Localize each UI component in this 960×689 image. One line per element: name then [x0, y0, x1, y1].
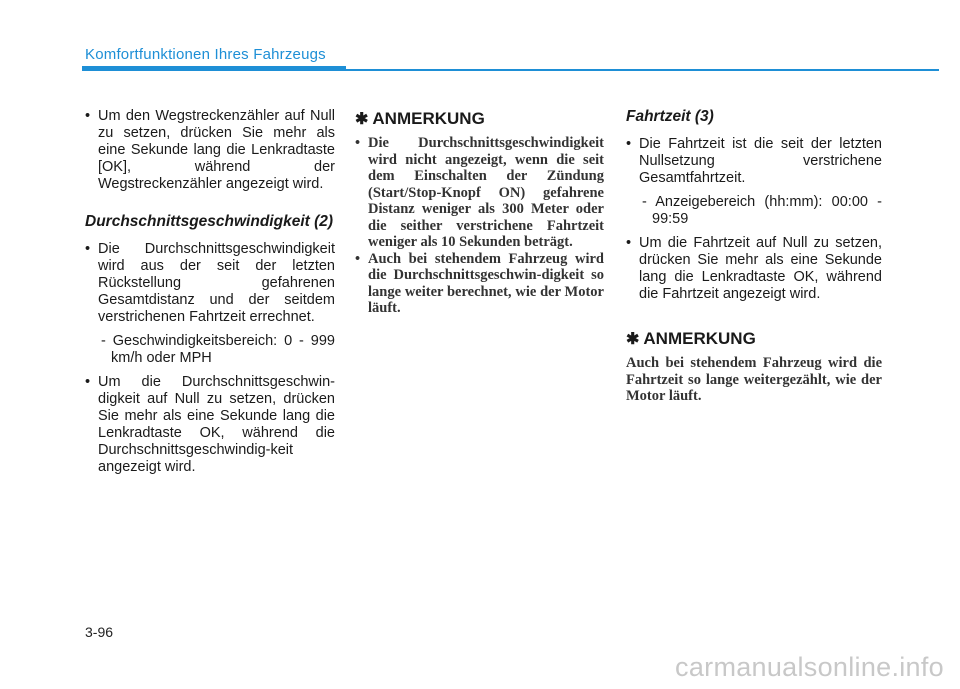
note-heading: [355, 109, 604, 129]
list-item-text: Um den Wegstreckenzähler auf Null zu setzen, drücken Sie mehr als eine Sekunde lang die Lenkradtaste [OK], während der Wegstreckenzähler angezeigt wird.: [98, 108, 335, 192]
bullet-icon: •: [626, 136, 632, 152]
list-item: [626, 235, 882, 303]
note-item-text: Auch bei stehendem Fahrzeug wird die Durchschnittsgeschwin-digkeit so lange weiter berechnet, wie der Motor läuft.: [368, 250, 604, 316]
bullet-icon: •: [626, 235, 632, 251]
list-item: [85, 374, 335, 476]
page-number: 3-96: [85, 624, 114, 640]
header-accent-bar: [82, 66, 346, 71]
sub-list-item: - Geschwindigkeitsbereich: 0 - 999 km/h oder MPH: [101, 333, 335, 366]
bullet-icon: •: [355, 135, 361, 151]
bullet-icon: •: [85, 374, 91, 390]
column-middle: [355, 108, 604, 317]
column-left: [85, 108, 335, 483]
watermark-text: carmanualsonline.info: [675, 652, 944, 682]
note-heading: [626, 329, 882, 349]
bullet-icon: •: [85, 241, 91, 257]
sub-list-item: - Anzeigebereich (hh:mm): 00:00 - 99:59: [642, 194, 882, 227]
list-item-text: Um die Fahrtzeit auf Null zu setzen, drücken Sie mehr als eine Sekunde lang die Lenkradtaste OK, während die Fahrtzeit angezeigt wird.: [639, 235, 882, 302]
list-item-text: Die Fahrtzeit ist die seit der letzten Nullsetzung verstrichene Gesamtfahrtzeit.: [639, 136, 882, 186]
note-list-item: [355, 135, 604, 251]
list-item: [626, 136, 882, 187]
star-icon: ✱: [626, 331, 640, 348]
header-rule-line: [346, 69, 939, 71]
bullet-icon: •: [355, 250, 361, 267]
note-heading-label: ANMERKUNG: [372, 109, 485, 128]
note-list-item: [355, 251, 604, 317]
section-header-title: Komfortfunktionen Ihres Fahrzeugs: [85, 46, 326, 63]
note-heading-label: ANMERKUNG: [643, 329, 756, 348]
note-item-text: Die Durchschnittsgeschwindigkeit wird nicht angezeigt, wenn die seit dem Einschalten der Zündung (Start/Stop-Knopf ON) gefahrene Distanz weniger als 300 Meter oder die seither verstrichene Fahrtzeit weniger als 10 Sekunden beträgt.: [368, 135, 604, 250]
bullet-icon: •: [85, 108, 91, 124]
list-item-text: Um die Durchschnittsgeschwin-digkeit auf Null zu setzen, drücken Sie mehr als eine Sekunde lang die Lenkradtaste OK, während die Durchschnittsgeschwindig-keit angezeigt wird.: [98, 374, 335, 475]
list-item: [85, 241, 335, 326]
section-heading-average-speed: Durchschnittsgeschwindigkeit (2): [85, 213, 334, 230]
column-right: [626, 108, 882, 405]
note-text: Auch bei stehendem Fahrzeug wird die Fahrtzeit so lange weitergezählt, wie der Motor läuft.: [626, 355, 882, 404]
list-item-text: Die Durchschnittsgeschwindigkeit wird aus der seit der letzten Rückstellung gefahrenen Gesamtdistanz und der seitdem verstrichenen Fahrtzeit errechnet.: [98, 241, 335, 325]
list-item: [85, 108, 335, 193]
star-icon: ✱: [355, 111, 369, 128]
section-heading-driving-time: Fahrtzeit (3): [626, 108, 714, 125]
